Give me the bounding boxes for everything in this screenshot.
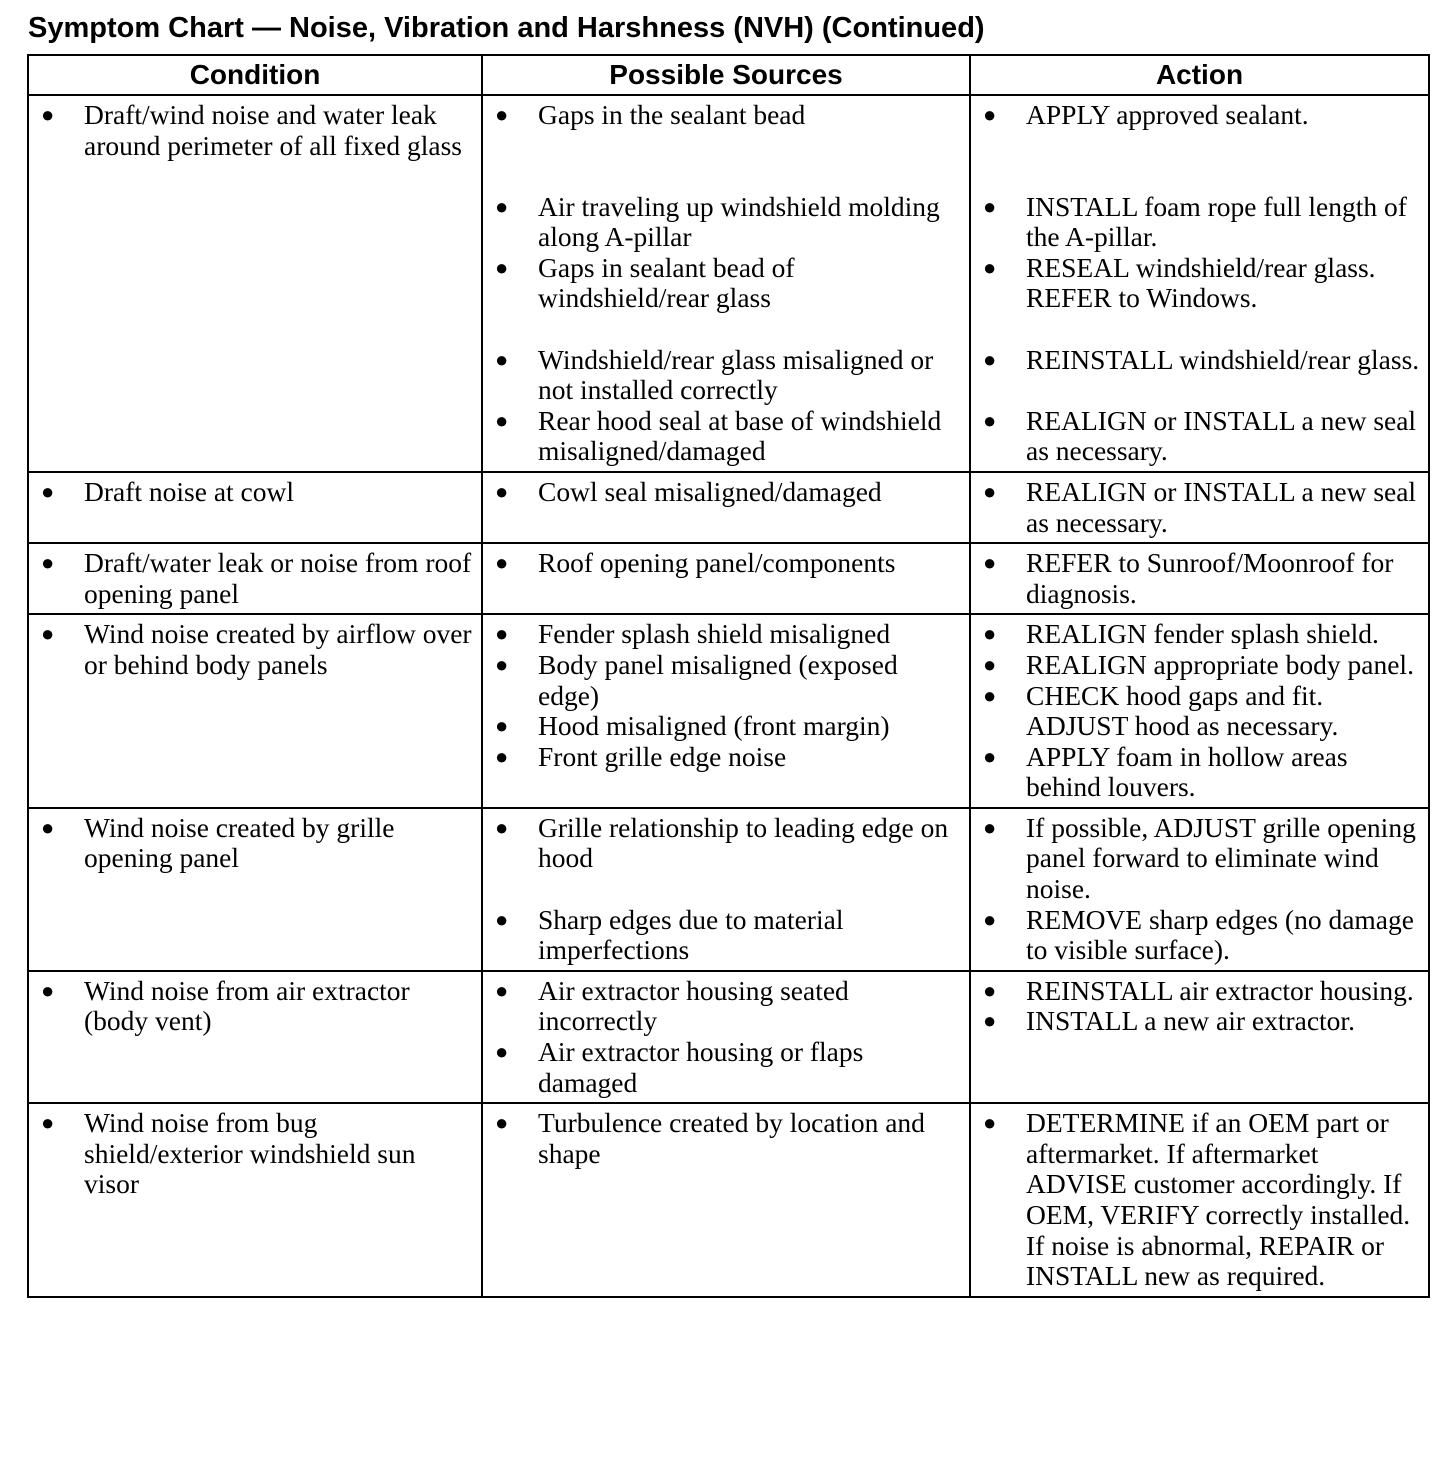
- bullet-icon: ●: [983, 346, 997, 372]
- bullet-icon: ●: [41, 102, 55, 127]
- source-item: ● Air traveling up windshield molding along A-pillar: [495, 190, 940, 253]
- bullet-icon: ●: [983, 478, 997, 504]
- table-row: [28, 472, 1429, 543]
- bullet-icon: ●: [495, 254, 509, 280]
- bullet-icon: ●: [41, 550, 55, 576]
- condition-item: ● Draft/water leak or noise from roof opening panel: [41, 547, 472, 609]
- bullet-icon: ●: [983, 651, 997, 677]
- condition-cell: [28, 808, 482, 971]
- bullet-icon: ●: [983, 102, 997, 127]
- bullet-icon: ●: [983, 682, 997, 708]
- bullet-icon: ●: [41, 1110, 55, 1136]
- bullet-icon: ●: [495, 1110, 509, 1136]
- condition-cell: [28, 472, 482, 543]
- bullet-icon: ●: [983, 1008, 997, 1034]
- bullet-icon: ●: [983, 743, 997, 769]
- source-item: ● Fender splash shield misaligned: [495, 618, 891, 650]
- condition-item: ● Draft noise at cowl: [41, 475, 294, 507]
- chart-title: Symptom Chart — Noise, Vibration and Harshness (NVH) (Continued): [28, 12, 985, 44]
- action-item: ● DETERMINE if an OEM part or aftermarket. If aftermarket ADVISE customer accordingly. If OEM, VERIFY correctly installed. If noise is abnormal, REPAIR or INSTALL new as required.: [983, 1107, 1411, 1292]
- bullet-icon: ●: [495, 977, 509, 1003]
- source-item: ● Gaps in sealant bead of windshield/rear glass: [495, 251, 795, 314]
- condition-cell: [28, 1103, 482, 1297]
- bullet-icon: ●: [983, 193, 997, 219]
- condition-item: ● Wind noise from air extractor (body vent): [41, 974, 410, 1037]
- sources-cell: [482, 543, 970, 614]
- symptom-table: [27, 54, 1430, 1298]
- action-item: ● APPLY approved sealant.: [983, 99, 1309, 130]
- source-item: ● Gaps in the sealant bead: [495, 99, 806, 130]
- source-item: ● Rear hood seal at base of windshield misaligned/damaged: [495, 404, 942, 467]
- condition-item: ● Wind noise from bug shield/exterior windshield sun visor: [41, 1107, 416, 1200]
- bullet-icon: ●: [495, 550, 509, 576]
- bullet-icon: ●: [495, 346, 509, 372]
- action-cell: [970, 614, 1429, 808]
- source-item: ● Turbulence created by location and shape: [495, 1107, 925, 1169]
- source-item: ● Air extractor housing or flaps damaged: [495, 1036, 864, 1098]
- source-item: ● Sharp edges due to material imperfections: [495, 903, 844, 966]
- bullet-icon: ●: [41, 977, 55, 1003]
- action-cell: [970, 971, 1429, 1103]
- source-item: ● Windshield/rear glass misaligned or not installed correctly: [495, 343, 934, 406]
- table-row: [28, 614, 1429, 808]
- source-item: ● Body panel misaligned (exposed edge): [495, 648, 898, 711]
- action-cell: [970, 472, 1429, 543]
- action-item: ● REALIGN appropriate body panel.: [983, 648, 1414, 680]
- action-cell: [970, 1103, 1429, 1297]
- bullet-icon: ●: [41, 621, 55, 647]
- action-cell: [970, 808, 1429, 971]
- source-item: ● Hood misaligned (front margin): [495, 710, 890, 742]
- source-item: ● Air extractor housing seated incorrectly: [495, 974, 849, 1037]
- source-item: ● Roof opening panel/components: [495, 547, 896, 579]
- condition-item: ● Draft/wind noise and water leak around perimeter of all fixed glass: [41, 99, 462, 161]
- action-cell: [970, 95, 1429, 472]
- header-row: [28, 55, 1429, 95]
- bullet-icon: ●: [983, 1110, 997, 1136]
- condition-cell: [28, 95, 482, 472]
- bullet-icon: ●: [983, 977, 997, 1003]
- bullet-icon: ●: [41, 478, 55, 504]
- condition-item: ● Wind noise created by airflow over or behind body panels: [41, 618, 472, 680]
- bullet-icon: ●: [495, 814, 509, 840]
- action-item: ● REMOVE sharp edges (no damage to visible surface).: [983, 903, 1414, 966]
- bullet-icon: ●: [983, 254, 997, 280]
- table-row: [28, 971, 1429, 1103]
- bullet-icon: ●: [495, 478, 509, 504]
- header-possible-sources: Possible Sources: [482, 55, 970, 95]
- action-cell: [970, 543, 1429, 614]
- table-row: [28, 543, 1429, 614]
- action-item: ● RESEAL windshield/rear glass. REFER to Windows.: [983, 251, 1376, 314]
- bullet-icon: ●: [983, 550, 997, 576]
- sources-cell: [482, 971, 970, 1103]
- header-condition: Condition: [28, 55, 482, 95]
- table-row: [28, 1103, 1429, 1297]
- bullet-icon: ●: [41, 814, 55, 840]
- condition-cell: [28, 614, 482, 808]
- bullet-icon: ●: [983, 906, 997, 932]
- bullet-icon: ●: [495, 651, 509, 677]
- action-item: ● REALIGN or INSTALL a new seal as necessary.: [983, 404, 1417, 467]
- action-item: ● INSTALL a new air extractor.: [983, 1005, 1355, 1037]
- bullet-icon: ●: [495, 193, 509, 219]
- sources-cell: [482, 1103, 970, 1297]
- source-item: ● Front grille edge noise: [495, 740, 787, 772]
- sources-cell: [482, 95, 970, 472]
- condition-cell: [28, 971, 482, 1103]
- source-item: ● Grille relationship to leading edge on hood: [495, 811, 949, 874]
- bullet-icon: ●: [983, 407, 997, 433]
- action-item: ● REALIGN or INSTALL a new seal as necessary.: [983, 475, 1417, 538]
- table-row: [28, 808, 1429, 971]
- bullet-icon: ●: [495, 713, 509, 739]
- action-item: ● REFER to Sunroof/Moonroof for diagnosis.: [983, 547, 1394, 609]
- bullet-icon: ●: [495, 102, 509, 127]
- bullet-icon: ●: [495, 906, 509, 932]
- bullet-icon: ●: [495, 743, 509, 769]
- sources-cell: [482, 808, 970, 971]
- bullet-icon: ●: [495, 621, 509, 647]
- sources-cell: [482, 472, 970, 543]
- condition-item: ● Wind noise created by grille opening panel: [41, 811, 395, 874]
- bullet-icon: ●: [983, 621, 997, 647]
- condition-cell: [28, 543, 482, 614]
- bullet-icon: ●: [495, 407, 509, 433]
- action-item: ● APPLY foam in hollow areas behind louvers.: [983, 740, 1348, 803]
- sources-cell: [482, 614, 970, 808]
- bullet-icon: ●: [983, 814, 997, 840]
- action-item: ● CHECK hood gaps and fit. ADJUST hood as necessary.: [983, 679, 1339, 742]
- action-item: ● REINSTALL windshield/rear glass.: [983, 343, 1420, 375]
- bullet-icon: ●: [495, 1039, 509, 1065]
- action-item: ● REINSTALL air extractor housing.: [983, 974, 1414, 1006]
- action-item: ● If possible, ADJUST grille opening panel forward to eliminate wind noise.: [983, 811, 1416, 905]
- action-item: ● INSTALL foam rope full length of the A-pillar.: [983, 190, 1407, 253]
- source-item: ● Cowl seal misaligned/damaged: [495, 475, 882, 507]
- action-item: ● REALIGN fender splash shield.: [983, 618, 1379, 650]
- table-row: [28, 95, 1429, 472]
- header-action: Action: [970, 55, 1429, 95]
